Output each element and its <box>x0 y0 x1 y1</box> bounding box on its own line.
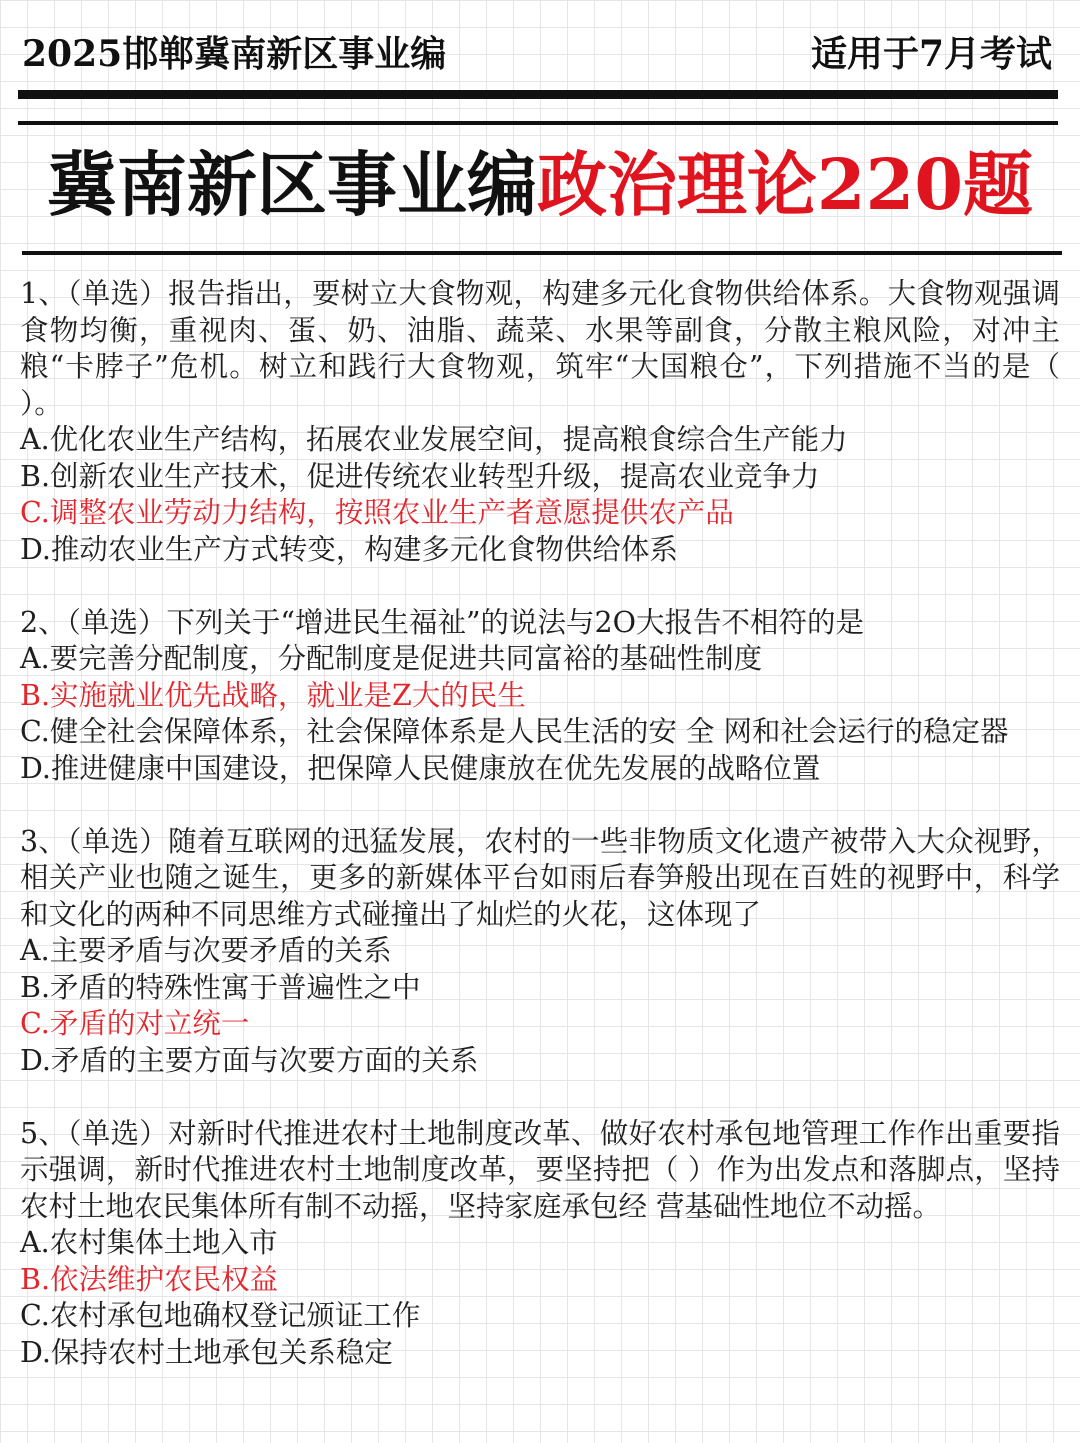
question-2 <box>20 605 1060 788</box>
page-title-black: 冀南新区事业编 <box>46 143 537 226</box>
question-stem: 3、（单选）随着互联网的迅猛发展，农村的一些非物质文化遗产被带入大众视野，相关产业也随之诞生，更多的新媒体平台如雨后春笋般出现在百姓的视野中，科学和文化的两种不同思维方式碰撞出了灿烂的火花，这体现了 <box>20 824 1060 931</box>
option-c: C.农村承包地确权登记颁证工作 <box>20 1299 421 1332</box>
page-title-red: 政治理论220题 <box>536 143 1034 226</box>
option-c-answer: C.矛盾的对立统一 <box>20 1007 250 1040</box>
page-title <box>0 140 1080 230</box>
question-list <box>20 276 1060 1408</box>
question-5 <box>20 1116 1060 1372</box>
option-d: D.保持农村土地承包关系稳定 <box>20 1335 393 1369</box>
option-b: B.创新农业生产技术，促进传统农业转型升级，提高农业竞争力 <box>20 459 820 493</box>
option-a: A.农村集体土地入市 <box>20 1226 278 1259</box>
option-d: D.推进健康中国建设，把保障人民健康放在优先发展的战略位置 <box>20 751 821 785</box>
option-d: D.矛盾的主要方面与次要方面的关系 <box>20 1043 479 1077</box>
header-right-note: 适用于7月考试 <box>810 33 1052 75</box>
option-c-answer: C.调整农业劳动力结构，按照农业生产者意愿提供农产品 <box>20 496 734 529</box>
top-thin-rule <box>18 121 1058 125</box>
option-a: A.主要矛盾与次要矛盾的关系 <box>20 934 392 967</box>
question-stem: 1、（单选）报告指出，要树立大食物观，构建多元化食物供给体系。大食物观强调食物均衡，重视肉、蛋、奶、油脂、蔬菜、水果等副食，分散主粮风险，对冲主粮“卡脖子”危机。树立和践行大食物观，筑牢“大国粮仓”，下列措施不当的是（ ）。 <box>20 277 1060 420</box>
question-3 <box>20 824 1060 1080</box>
question-stem: 5、（单选）对新时代推进农村土地制度改革、做好农村承包地管理工作作出重要指示强调，新时代推进农村土地制度改革，要坚持把（ ）作为出发点和落脚点，坚持农村土地农民集体所有制不动摇，坚持家庭承包经 营基础性地位不动摇。 <box>20 1116 1060 1223</box>
option-d: D.推动农业生产方式转变，构建多元化食物供给体系 <box>20 532 678 566</box>
title-bottom-rule <box>22 251 1062 255</box>
option-b-answer: B.实施就业优先战略，就业是Z大的民生 <box>20 678 526 712</box>
option-a: A.优化农业生产结构，拓展农业发展空间，提高粮食综合生产能力 <box>20 423 848 456</box>
top-thick-rule <box>18 90 1058 99</box>
option-b: B.矛盾的特殊性寓于普遍性之中 <box>20 970 421 1004</box>
option-c: C.健全社会保障体系，社会保障体系是人民生活的安 全 网和社会运行的稳定器 <box>20 715 1009 748</box>
option-b-answer: B.依法维护农民权益 <box>20 1262 279 1296</box>
question-1 <box>20 276 1060 568</box>
question-stem: 2、（单选）下列关于“增进民生福祉”的说法与2O大报告不相符的是 <box>20 605 865 639</box>
option-a: A.要完善分配制度，分配制度是促进共同富裕的基础性制度 <box>20 642 763 675</box>
header-left-title: 2025邯郸冀南新区事业编 <box>22 33 447 75</box>
